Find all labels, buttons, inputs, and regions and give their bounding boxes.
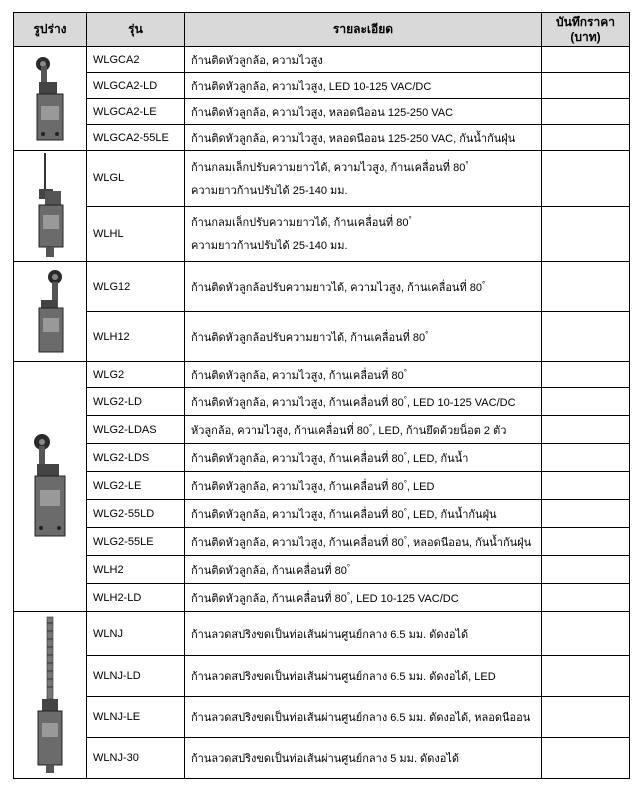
rod-lever-switch-icon [33,151,67,261]
model-cell: WLH2 [87,556,185,584]
description-text: หัวลูกล้อ, ความไวสูง, ก้านเคลื่อนที่ 80 [191,424,370,437]
model-cell: WLG2-LDS [87,444,185,472]
description-cell [185,312,542,362]
description-text: ก้านติดหัวลูกล้อ, ความไวสูง, ก้านเคลื่อนที่ 80 [191,480,404,493]
degree-symbol: ° [403,534,407,544]
table-row [14,73,630,99]
model-cell: WLNJ [87,612,185,656]
product-image-cell [14,262,87,362]
price-cell[interactable] [542,500,630,528]
model-cell: WLNJ-LD [87,656,185,697]
description-text: ก้านกลมเล็กปรับความยาวได้, ก้านเคลื่อนที่ 80 [191,217,409,230]
roller-lever-switch-icon [30,432,70,542]
description-text: ก้านกลมเล็กปรับความยาวได้, ความไวสูง, ก้านเคลื่อนที่ 80 [191,161,466,174]
model-cell: WLGCA2-LE [87,99,185,125]
model-cell: WLG2-55LE [87,528,185,556]
description-cell: ก้านติดหัวลูกล้อ, ความไวสูง, หลอดนีออน 125-250 VAC, กันน้ำกันฝุ่น [185,125,542,151]
description-cell: ก้านลวดสปริงขดเป็นท่อเส้นผ่านศูนย์กลาง 6.5 มม. ดัดงอได้ [185,612,542,656]
description-text: ก้านติดหัวลูกล้อปรับความยาวได้, ก้านเคลื่อนที่ 80 [191,331,426,344]
table-row [14,697,630,738]
header-price-unit: (บาท) [570,29,601,44]
description-text: ก้านติดหัวลูกล้อ, ความไวสูง, ก้านเคลื่อนที่ 80 [191,396,404,409]
table-row [14,656,630,697]
table-row [14,416,630,444]
model-cell: WLH12 [87,312,185,362]
description-cell: ก้านลวดสปริงขดเป็นท่อเส้นผ่านศูนย์กลาง 6.5 มม. ดัดงอได้, LED [185,656,542,697]
price-cell[interactable] [542,206,630,262]
description-cell: ก้านติดหัวลูกล้อ, ความไวสูง, หลอดนีออน 125-250 VAC [185,99,542,125]
price-cell[interactable] [542,612,630,656]
description-text: ก้านติดหัวลูกล้อ, ก้านเคลื่อนที่ 80 [191,564,347,577]
price-cell[interactable] [542,262,630,312]
adjustable-roller-lever-switch-icon [33,268,67,356]
coil-spring-rod-switch-icon [33,615,67,775]
table-row [14,262,630,312]
description-text-secondary: ความยาวก้านปรับได้ 25-140 มม. [191,184,348,197]
description-tail: , LED, กันน้ำ [406,452,469,465]
table-row [14,556,630,584]
price-cell[interactable] [542,656,630,697]
model-cell: WLH2-LD [87,584,185,612]
description-cell: ก้านติดหัวลูกล้อ, ความไวสูง [185,47,542,73]
price-cell[interactable] [542,362,630,388]
description-cell [185,584,542,612]
model-cell: WLG2-LD [87,388,185,416]
price-cell[interactable] [542,738,630,779]
table-header-row [14,13,630,47]
price-cell[interactable] [542,73,630,99]
description-cell [185,556,542,584]
description-tail: , LED, กันน้ำกันฝุ่น [406,508,497,521]
description-cell [185,262,542,312]
description-cell: ก้านติดหัวลูกล้อ, ความไวสูง, LED 10-125 VAC/DC [185,73,542,99]
model-cell: WLGCA2-LD [87,73,185,99]
model-cell: WLG2 [87,362,185,388]
degree-symbol: ° [403,367,407,377]
degree-symbol: ° [482,279,486,289]
table-row [14,444,630,472]
header-image: รูปร่าง [14,13,87,47]
price-cell[interactable] [542,47,630,73]
description-text: ก้านติดหัวลูกล้อปรับความยาวได้, ความไวสูง, ก้านเคลื่อนที่ 80 [191,281,482,294]
degree-symbol: ° [425,329,429,339]
description-tail: , LED 10-125 VAC/DC [350,592,459,605]
degree-symbol: ° [465,159,469,169]
price-cell[interactable] [542,312,630,362]
degree-symbol: ° [403,450,407,460]
model-cell: WLG2-55LD [87,500,185,528]
model-cell: WLG2-LE [87,472,185,500]
description-text: ก้านติดหัวลูกล้อ, ความไวสูง, ก้านเคลื่อนที่ 80 [191,369,404,382]
table-row [14,47,630,73]
degree-symbol: ° [408,215,412,225]
table-row [14,500,630,528]
product-image-cell [14,47,87,151]
price-cell[interactable] [542,416,630,444]
price-cell[interactable] [542,151,630,207]
description-cell [185,444,542,472]
description-cell [185,472,542,500]
price-cell[interactable] [542,444,630,472]
model-cell: WLHL [87,206,185,262]
description-cell [185,151,542,207]
price-cell[interactable] [542,472,630,500]
model-cell: WLGCA2 [87,47,185,73]
description-cell [185,416,542,444]
description-cell [185,500,542,528]
table-row [14,472,630,500]
description-cell: ก้านลวดสปริงขดเป็นท่อเส้นผ่านศูนย์กลาง 6.5 มม. ดัดงอได้, หลอดนีออน [185,697,542,738]
description-cell [185,388,542,416]
description-text-secondary: ความยาวก้านปรับได้ 25-140 มม. [191,240,348,253]
degree-symbol: ° [369,422,373,432]
description-cell [185,206,542,262]
degree-symbol: ° [403,506,407,516]
table-row [14,388,630,416]
model-cell: WLGL [87,151,185,207]
table-row [14,125,630,151]
model-cell: WLG12 [87,262,185,312]
model-cell: WLNJ-30 [87,738,185,779]
price-cell[interactable] [542,125,630,151]
table-row [14,151,630,207]
model-cell: WLNJ-LE [87,697,185,738]
table-row [14,584,630,612]
degree-symbol: ° [346,562,351,572]
price-cell[interactable] [542,99,630,125]
header-price [542,13,630,47]
header-model: รุ่น [87,13,185,47]
description-cell [185,528,542,556]
model-cell: WLGCA2-55LE [87,125,185,151]
description-text: ก้านติดหัวลูกล้อ, ความไวสูง, ก้านเคลื่อนที่ 80 [191,536,404,549]
price-cell[interactable] [542,697,630,738]
table-row [14,99,630,125]
price-cell[interactable] [542,388,630,416]
description-text: ก้านติดหัวลูกล้อ, ก้านเคลื่อนที่ 80 [191,592,347,605]
product-image-cell [14,612,87,779]
model-cell: WLG2-LDAS [87,416,185,444]
description-cell: ก้านลวดสปริงขดเป็นท่อเส้นผ่านศูนย์กลาง 5 มม. ดัดงอได้ [185,738,542,779]
table-row [14,612,630,656]
description-text: ก้านติดหัวลูกล้อ, ความไวสูง, ก้านเคลื่อนที่ 80 [191,508,404,521]
description-tail: , หลอดนีออน, กันน้ำกันฝุ่น [406,536,532,549]
header-detail: รายละเอียด [185,13,542,47]
product-image-cell [14,362,87,612]
degree-symbol: ° [346,590,351,600]
description-tail: , LED [406,480,435,493]
description-text: ก้านติดหัวลูกล้อ, ความไวสูง, ก้านเคลื่อนที่ 80 [191,452,404,465]
table-row [14,206,630,262]
table-row [14,312,630,362]
roller-lever-switch-icon [33,54,67,144]
table-row [14,362,630,388]
price-cell[interactable] [542,584,630,612]
product-image-cell [14,151,87,262]
description-tail: , LED, ก้านยึดด้วยน็อต 2 ตัว [372,424,507,437]
degree-symbol: ° [403,394,407,404]
product-table [13,12,630,779]
table-row [14,738,630,779]
description-tail: , LED 10-125 VAC/DC [406,396,516,409]
price-cell[interactable] [542,556,630,584]
description-cell [185,362,542,388]
table-row [14,528,630,556]
degree-symbol: ° [403,478,407,488]
price-cell[interactable] [542,528,630,556]
header-price-label: บันทึกราคา [556,14,615,29]
